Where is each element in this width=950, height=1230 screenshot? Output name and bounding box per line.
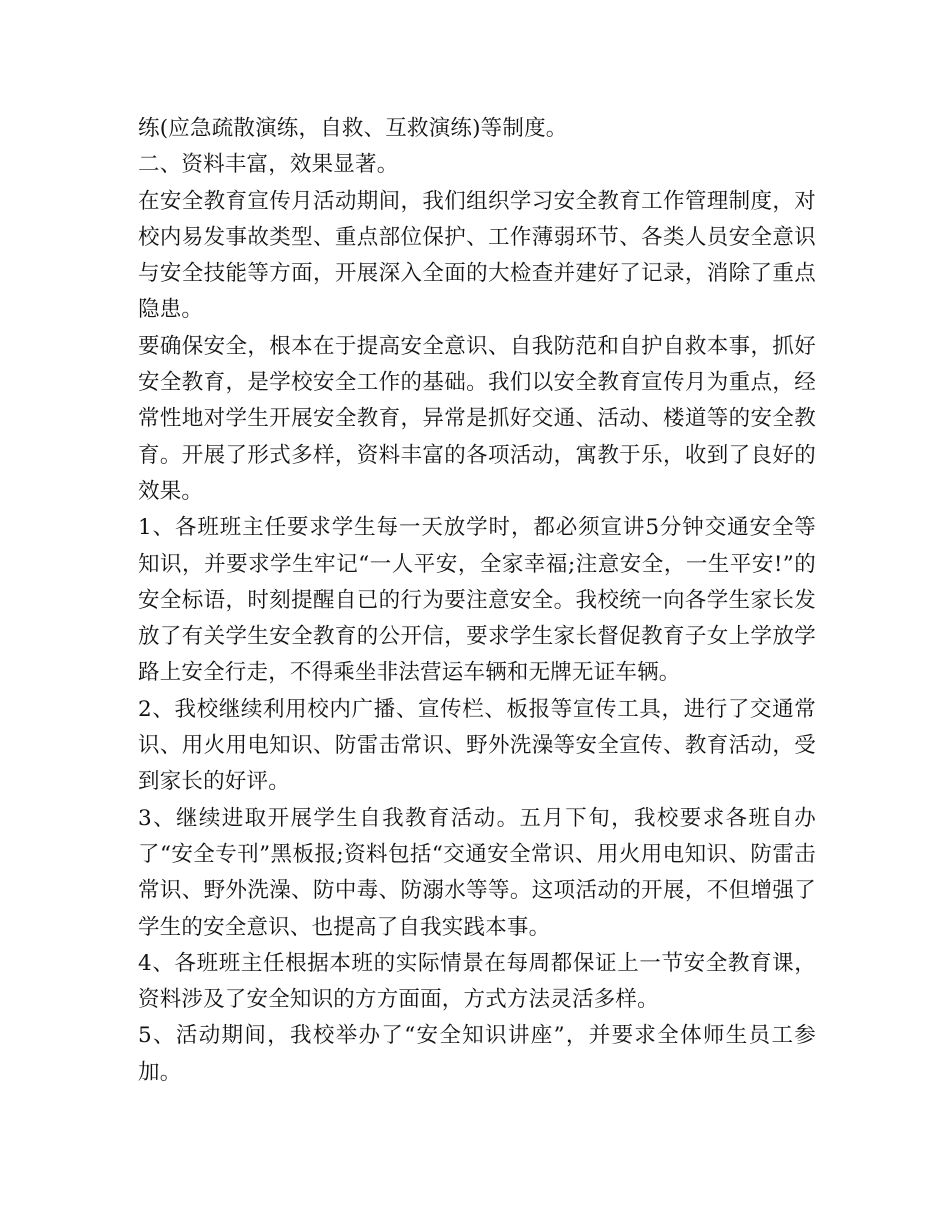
paragraph: 要确保安全，根本在于提高安全意识、自我防范和自护自救本事，抓好安全教育，是学校安全工作的基础。我们以安全教育宣传月为重点，经常性地对学生开展安全教育，异常是抓好交通、活动、楼道等的安全教育。开展了形式多样，资料丰富的各项活动，寓教于乐，收到了良好的效果。 xyxy=(138,333,816,504)
paragraph: 在安全教育宣传月活动期间，我们组织学习安全教育工作管理制度，对校内易发事故类型、重点部位保护、工作薄弱环节、各类人员安全意识与安全技能等方面，开展深入全面的大检查并建好了记录，消除了重点隐患。 xyxy=(138,188,816,323)
document-body xyxy=(138,111,816,1091)
list-item: 2、我校继续利用校内广播、宣传栏、板报等宣传工具，进行了交通常识、用火用电知识、防雷击常识、野外洗澡等安全宣传、教育活动，受到家长的好评。 xyxy=(138,696,816,795)
list-item: 1、各班班主任要求学生每一天放学时，都必须宣讲5分钟交通安全等知识，并要求学生牢记“一人平安，全家幸福;注意安全，一生平安!”的安全标语，时刻提醒自已的行为要注意安全。我校统一向各学生家长发放了有关学生安全教育的公开信，要求学生家长督促教育子女上学放学路上安全行走，不得乘坐非法营运车辆和无牌无证车辆。 xyxy=(138,515,816,686)
paragraph: 练(应急疏散演练，自救、互救演练)等制度。 xyxy=(138,116,568,141)
list-item: 4、各班班主任根据本班的实际情景在每周都保证上一节安全教育课，资料涉及了安全知识的方方面面，方式方法灵活多样。 xyxy=(138,950,816,1013)
section-heading: 二、资料丰富，效果显著。 xyxy=(138,152,399,178)
list-item: 3、继续进取开展学生自我教育活动。五月下旬，我校要求各班自办了“安全专刊”黑板报;资料包括“交通安全常识、用火用电知识、防雷击常识、野外洗澡、防中毒、防溺水等等。这项活动的开展，不但增强了学生的安全意识、也提高了自我实践本事。 xyxy=(138,805,816,940)
list-item: 5、活动期间，我校举办了“安全知识讲座”，并要求全体师生员工参加。 xyxy=(138,1023,816,1085)
